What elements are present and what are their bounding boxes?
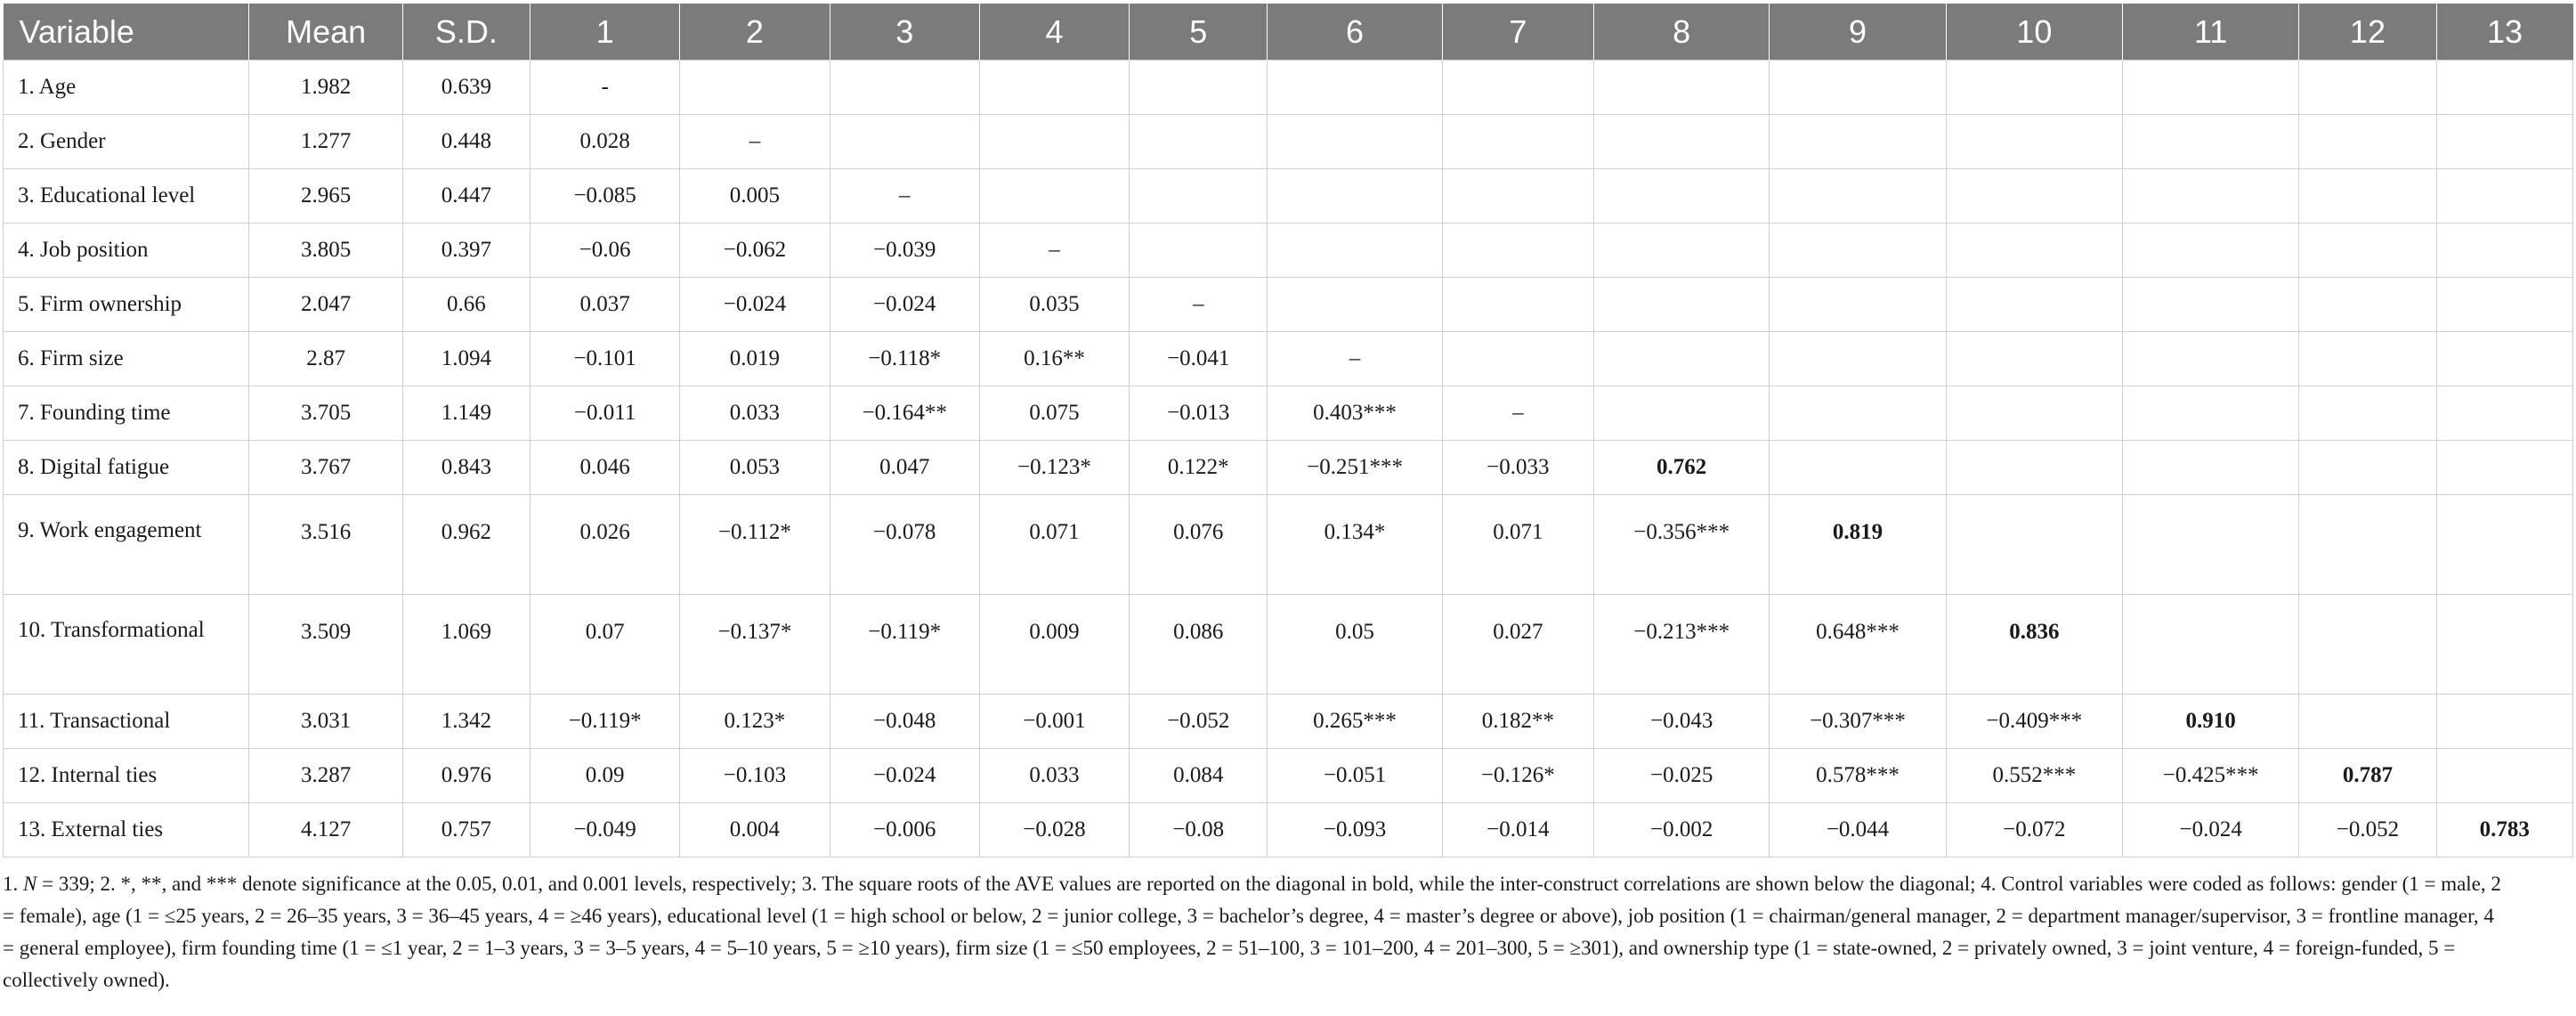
correlation-cell: [2436, 441, 2572, 495]
correlation-cell: 0.028: [531, 115, 680, 169]
sd-cell: 0.976: [402, 749, 530, 803]
table-row: [4, 278, 2573, 332]
correlation-cell: −0.118*: [830, 332, 979, 386]
header-col-8: 8: [1594, 4, 1770, 61]
correlation-cell: 0.122*: [1130, 441, 1268, 495]
correlation-cell: [2436, 169, 2572, 224]
correlation-cell: [1594, 169, 1770, 224]
variable-cell: 2. Gender: [4, 115, 249, 169]
correlation-cell: [1130, 115, 1268, 169]
correlation-cell: [2436, 224, 2572, 278]
header-col-5: 5: [1130, 4, 1268, 61]
correlation-cell: 0.836: [1946, 595, 2122, 695]
mean-cell: 4.127: [249, 803, 402, 858]
variable-cell: 1. Age: [4, 61, 249, 115]
correlation-cell: [2299, 224, 2436, 278]
table-row: [4, 224, 2573, 278]
mean-cell: 3.287: [249, 749, 402, 803]
correlation-cell: 0.076: [1130, 495, 1268, 595]
mean-cell: 3.705: [249, 386, 402, 441]
correlation-cell: –: [1268, 332, 1442, 386]
correlation-cell: [1268, 115, 1442, 169]
sd-cell: 1.342: [402, 695, 530, 749]
table-row: [4, 441, 2573, 495]
correlation-cell: [2122, 61, 2298, 115]
correlation-cell: −0.101: [531, 332, 680, 386]
header-sd: S.D.: [402, 4, 530, 61]
correlation-cell: 0.027: [1442, 595, 1593, 695]
correlation-cell: −0.044: [1770, 803, 1946, 858]
sd-cell: 1.069: [402, 595, 530, 695]
table-footnote: [3, 868, 2504, 996]
correlation-cell: [2299, 441, 2436, 495]
correlation-cell: [2436, 61, 2572, 115]
sd-cell: 0.639: [402, 61, 530, 115]
correlation-cell: [1594, 224, 1770, 278]
correlation-cell: [1268, 169, 1442, 224]
correlation-cell: [2436, 332, 2572, 386]
correlation-cell: −0.043: [1594, 695, 1770, 749]
correlation-cell: 0.071: [979, 495, 1129, 595]
correlation-cell: [1130, 169, 1268, 224]
correlation-cell: [1594, 61, 1770, 115]
table-row: [4, 386, 2573, 441]
correlation-cell: −0.048: [830, 695, 979, 749]
table-row: [4, 332, 2573, 386]
correlation-cell: −0.039: [830, 224, 979, 278]
correlation-cell: −0.049: [531, 803, 680, 858]
correlation-cell: −0.06: [531, 224, 680, 278]
correlation-cell: [1946, 115, 2122, 169]
header-col-4: 4: [979, 4, 1129, 61]
correlation-cell: 0.05: [1268, 595, 1442, 695]
table-row: [4, 695, 2573, 749]
footnote-n-symbol: N: [23, 873, 37, 895]
variable-cell: 9. Work engagement: [4, 495, 249, 595]
correlation-cell: −0.409***: [1946, 695, 2122, 749]
correlation-cell: [1442, 224, 1593, 278]
correlation-cell: −0.024: [830, 749, 979, 803]
variable-cell: 6. Firm size: [4, 332, 249, 386]
correlation-cell: −0.025: [1594, 749, 1770, 803]
correlation-cell: −0.103: [680, 749, 830, 803]
correlation-cell: [1770, 441, 1946, 495]
header-col-6: 6: [1268, 4, 1442, 61]
footnote-body: = 339; 2. *, **, and *** denote significance at the 0.05, 0.01, and 0.001 levels, respectively; 3. The square roots of the AVE values are reported on the diagonal in bold, while the inter-construct correlations are shown below the diagonal; 4. Control variables were coded as follows: gender (1 = male, 2 = female), age (1 = ≤25 years, 2 = 26–35 years, 3 = 36–45 years, 4 = ≥46 years), educational level (1 = high school or below, 2 = junior college, 3 = bachelor’s degree, 4 = master’s degree or above), job position (1 = chairman/general manager, 2 = department manager/supervisor, 3 = frontline manager, 4 = general employee), firm founding time (1 = ≤1 year, 2 = 1–3 years, 3 = 3–5 years, 4 = 5–10 years, 5 = ≥10 years), firm size (1 = ≤50 employees, 2 = 51–100, 3 = 101–200, 4 = 201–300, 5 = ≥301), and ownership type (1 = state-owned, 2 = privately owned, 3 = joint venture, 4 = foreign-funded, 5 = collectively owned).: [3, 873, 2501, 991]
mean-cell: 1.982: [249, 61, 402, 115]
correlation-cell: −0.052: [2299, 803, 2436, 858]
correlation-cell: 0.403***: [1268, 386, 1442, 441]
correlation-cell: 0.578***: [1770, 749, 1946, 803]
correlation-cell: −0.006: [830, 803, 979, 858]
correlation-cell: −0.112*: [680, 495, 830, 595]
correlation-cell: [1130, 61, 1268, 115]
correlation-cell: 0.783: [2436, 803, 2572, 858]
correlation-cell: [2299, 61, 2436, 115]
sd-cell: 0.66: [402, 278, 530, 332]
correlation-cell: [2299, 115, 2436, 169]
correlation-cell: [1594, 278, 1770, 332]
variable-cell: 8. Digital fatigue: [4, 441, 249, 495]
correlation-cell: 0.552***: [1946, 749, 2122, 803]
correlation-cell: −0.041: [1130, 332, 1268, 386]
correlation-cell: [1442, 61, 1593, 115]
correlation-cell: [2299, 278, 2436, 332]
correlation-cell: 0.16**: [979, 332, 1129, 386]
table-row: [4, 749, 2573, 803]
correlation-cell: −0.356***: [1594, 495, 1770, 595]
variable-cell: 10. Transformational: [4, 595, 249, 695]
correlation-cell: −0.119*: [830, 595, 979, 695]
correlation-cell: −0.002: [1594, 803, 1770, 858]
header-col-12: 12: [2299, 4, 2436, 61]
header-col-7: 7: [1442, 4, 1593, 61]
correlation-cell: [1442, 115, 1593, 169]
footnote-prefix: 1.: [3, 873, 23, 895]
variable-cell: 4. Job position: [4, 224, 249, 278]
correlation-cell: [1594, 332, 1770, 386]
correlation-cell: 0.648***: [1770, 595, 1946, 695]
header-col-13: 13: [2436, 4, 2572, 61]
table-row: [4, 169, 2573, 224]
correlation-cell: −0.119*: [531, 695, 680, 749]
correlation-cell: [1770, 115, 1946, 169]
correlation-cell: [1770, 386, 1946, 441]
correlation-cell: [1946, 61, 2122, 115]
correlation-cell: [2122, 441, 2298, 495]
correlation-cell: 0.071: [1442, 495, 1593, 595]
correlation-cell: [979, 61, 1129, 115]
correlation-cell: [2299, 695, 2436, 749]
header-col-3: 3: [830, 4, 979, 61]
sd-cell: 0.397: [402, 224, 530, 278]
correlation-cell: 0.019: [680, 332, 830, 386]
sd-cell: 0.448: [402, 115, 530, 169]
correlation-cell: 0.047: [830, 441, 979, 495]
correlation-cell: [1770, 332, 1946, 386]
correlation-cell: −0.011: [531, 386, 680, 441]
correlation-cell: −0.033: [1442, 441, 1593, 495]
correlation-cell: [1594, 386, 1770, 441]
correlation-cell: −0.251***: [1268, 441, 1442, 495]
correlation-cell: [1770, 169, 1946, 224]
correlation-cell: [2436, 749, 2572, 803]
correlation-cell: –: [1130, 278, 1268, 332]
correlation-cell: 0.033: [979, 749, 1129, 803]
header-col-10: 10: [1946, 4, 2122, 61]
sd-cell: 1.094: [402, 332, 530, 386]
correlation-cell: [2436, 495, 2572, 595]
correlation-cell: [2436, 595, 2572, 695]
correlation-cell: 0.910: [2122, 695, 2298, 749]
correlation-cell: −0.425***: [2122, 749, 2298, 803]
mean-cell: 3.767: [249, 441, 402, 495]
correlation-cell: [2436, 115, 2572, 169]
variable-cell: 3. Educational level: [4, 169, 249, 224]
header-col-9: 9: [1770, 4, 1946, 61]
correlation-cell: 0.084: [1130, 749, 1268, 803]
mean-cell: 1.277: [249, 115, 402, 169]
correlation-cell: [2122, 169, 2298, 224]
correlation-cell: [979, 169, 1129, 224]
sd-cell: 0.843: [402, 441, 530, 495]
correlation-cell: [2299, 169, 2436, 224]
correlation-cell: 0.026: [531, 495, 680, 595]
correlation-cell: −0.052: [1130, 695, 1268, 749]
correlation-cell: 0.005: [680, 169, 830, 224]
correlation-cell: –: [830, 169, 979, 224]
correlation-cell: −0.024: [830, 278, 979, 332]
correlation-cell: [830, 115, 979, 169]
variable-cell: 11. Transactional: [4, 695, 249, 749]
correlation-cell: [1946, 386, 2122, 441]
correlation-cell: [2122, 224, 2298, 278]
mean-cell: 2.87: [249, 332, 402, 386]
correlation-cell: [1442, 169, 1593, 224]
mean-cell: 2.047: [249, 278, 402, 332]
correlation-cell: [830, 61, 979, 115]
correlation-cell: −0.024: [2122, 803, 2298, 858]
correlation-cell: [1594, 115, 1770, 169]
mean-cell: 3.516: [249, 495, 402, 595]
sd-cell: 0.757: [402, 803, 530, 858]
correlation-cell: [979, 115, 1129, 169]
correlation-cell: [2299, 495, 2436, 595]
correlation-cell: [2436, 278, 2572, 332]
variable-cell: 7. Founding time: [4, 386, 249, 441]
correlation-cell: −0.028: [979, 803, 1129, 858]
header-col-1: 1: [531, 4, 680, 61]
correlation-cell: 0.053: [680, 441, 830, 495]
correlation-cell: −0.024: [680, 278, 830, 332]
correlation-table-container: [3, 4, 2573, 996]
mean-cell: 3.031: [249, 695, 402, 749]
correlation-cell: 0.009: [979, 595, 1129, 695]
header-variable: Variable: [4, 4, 249, 61]
table-row: [4, 115, 2573, 169]
correlation-cell: [1946, 169, 2122, 224]
header-col-2: 2: [680, 4, 830, 61]
sd-cell: 1.149: [402, 386, 530, 441]
correlation-cell: [2299, 595, 2436, 695]
correlation-cell: −0.001: [979, 695, 1129, 749]
mean-cell: 3.805: [249, 224, 402, 278]
correlation-cell: 0.265***: [1268, 695, 1442, 749]
table-row: [4, 595, 2573, 695]
correlation-cell: [1770, 278, 1946, 332]
header-col-11: 11: [2122, 4, 2298, 61]
correlation-cell: [2122, 278, 2298, 332]
correlation-cell: [1946, 332, 2122, 386]
mean-cell: 3.509: [249, 595, 402, 695]
correlation-cell: −0.123*: [979, 441, 1129, 495]
correlation-cell: [1946, 224, 2122, 278]
sd-cell: 0.447: [402, 169, 530, 224]
variable-cell: 13. External ties: [4, 803, 249, 858]
correlation-cell: 0.819: [1770, 495, 1946, 595]
table-row: [4, 61, 2573, 115]
correlation-cell: –: [680, 115, 830, 169]
correlation-cell: [1770, 224, 1946, 278]
correlation-cell: [1268, 278, 1442, 332]
correlation-cell: −0.014: [1442, 803, 1593, 858]
correlation-cell: −0.013: [1130, 386, 1268, 441]
correlation-table: [3, 4, 2573, 858]
correlation-cell: −0.062: [680, 224, 830, 278]
correlation-cell: [2122, 595, 2298, 695]
table-row: [4, 495, 2573, 595]
correlation-cell: 0.123*: [680, 695, 830, 749]
correlation-cell: –: [979, 224, 1129, 278]
correlation-cell: [1946, 278, 2122, 332]
variable-cell: 5. Firm ownership: [4, 278, 249, 332]
correlation-cell: [1946, 441, 2122, 495]
correlation-cell: −0.213***: [1594, 595, 1770, 695]
correlation-cell: 0.762: [1594, 441, 1770, 495]
correlation-cell: 0.09: [531, 749, 680, 803]
correlation-cell: 0.086: [1130, 595, 1268, 695]
correlation-cell: −0.051: [1268, 749, 1442, 803]
table-body: [4, 61, 2573, 858]
correlation-cell: [2122, 495, 2298, 595]
mean-cell: 2.965: [249, 169, 402, 224]
correlation-cell: [1442, 278, 1593, 332]
correlation-cell: 0.787: [2299, 749, 2436, 803]
correlation-cell: 0.046: [531, 441, 680, 495]
correlation-cell: −0.164**: [830, 386, 979, 441]
correlation-cell: −0.307***: [1770, 695, 1946, 749]
correlation-cell: [1130, 224, 1268, 278]
correlation-cell: [1442, 332, 1593, 386]
correlation-cell: −0.08: [1130, 803, 1268, 858]
correlation-cell: [1770, 61, 1946, 115]
table-row: [4, 803, 2573, 858]
correlation-cell: 0.07: [531, 595, 680, 695]
correlation-cell: −0.078: [830, 495, 979, 595]
correlation-cell: [2122, 386, 2298, 441]
correlation-cell: −0.072: [1946, 803, 2122, 858]
correlation-cell: −0.137*: [680, 595, 830, 695]
correlation-cell: [2436, 695, 2572, 749]
correlation-cell: [680, 61, 830, 115]
correlation-cell: [2299, 332, 2436, 386]
correlation-cell: [1946, 495, 2122, 595]
correlation-cell: [2122, 115, 2298, 169]
correlation-cell: 0.004: [680, 803, 830, 858]
correlation-cell: [1268, 61, 1442, 115]
correlation-cell: [1268, 224, 1442, 278]
correlation-cell: [2122, 332, 2298, 386]
variable-cell: 12. Internal ties: [4, 749, 249, 803]
correlation-cell: −0.085: [531, 169, 680, 224]
header-mean: Mean: [249, 4, 402, 61]
correlation-cell: 0.033: [680, 386, 830, 441]
correlation-cell: 0.134*: [1268, 495, 1442, 595]
table-header-row: [4, 4, 2573, 61]
correlation-cell: −0.093: [1268, 803, 1442, 858]
sd-cell: 0.962: [402, 495, 530, 595]
correlation-cell: 0.182**: [1442, 695, 1593, 749]
correlation-cell: [2299, 386, 2436, 441]
correlation-cell: 0.035: [979, 278, 1129, 332]
correlation-cell: [2436, 386, 2572, 441]
correlation-cell: -: [531, 61, 680, 115]
correlation-cell: 0.075: [979, 386, 1129, 441]
correlation-cell: –: [1442, 386, 1593, 441]
correlation-cell: −0.126*: [1442, 749, 1593, 803]
correlation-cell: 0.037: [531, 278, 680, 332]
